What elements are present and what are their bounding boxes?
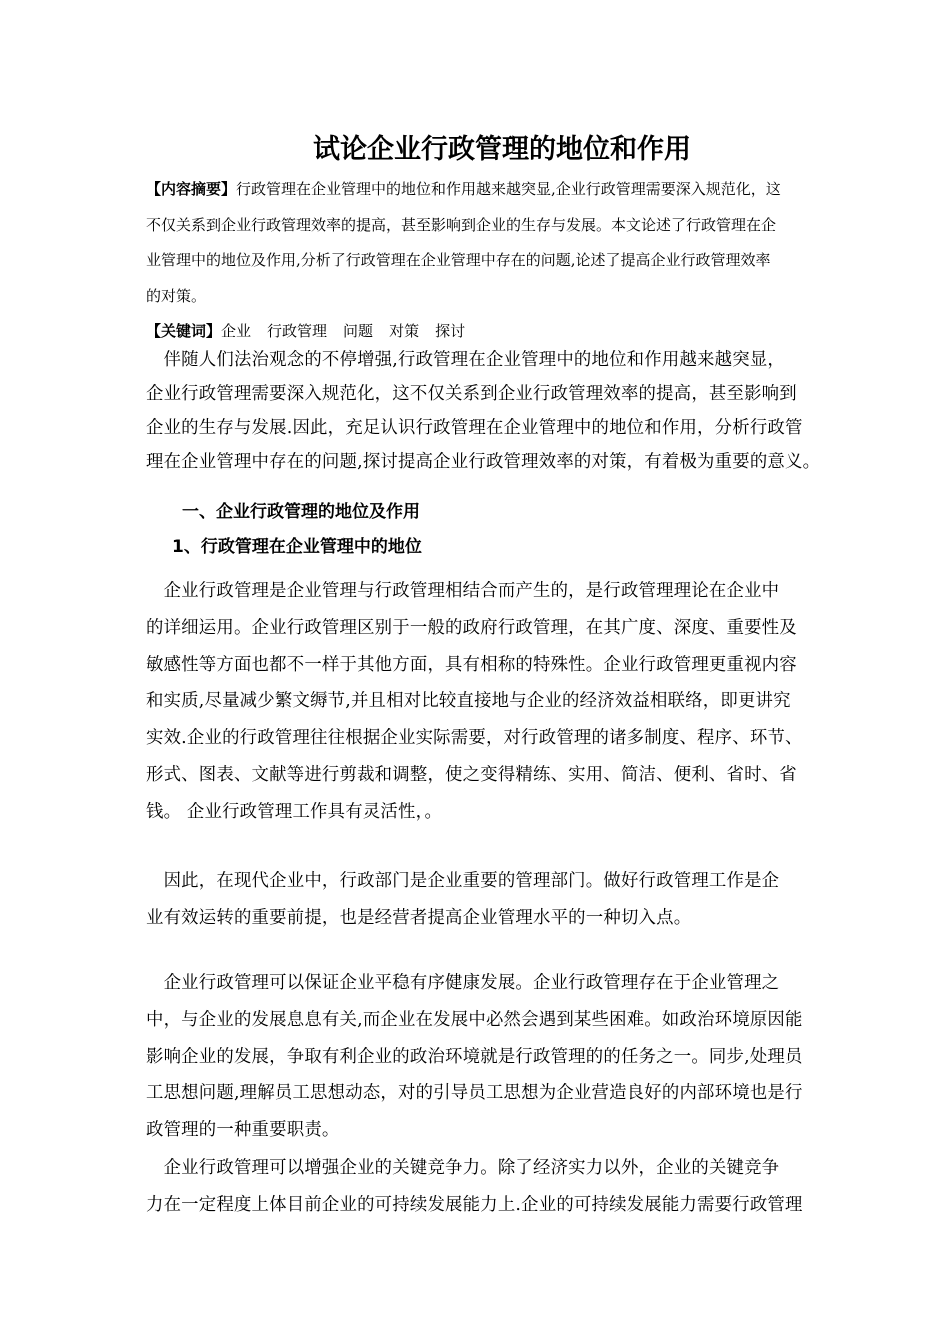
document-title: 试论企业行政管理的地位和作用 (313, 134, 691, 165)
paragraph-line: 钱。 企业行政管理工作具有灵活性，。 (146, 801, 443, 822)
abstract-line-1: 【内容摘要】行政管理在企业管理中的地位和作用越来越突显,企业行政管理需要深入规范化，这 (146, 180, 781, 198)
keyword: 探讨 (435, 322, 466, 340)
paragraph-line: 中，与企业的发展息息有关,而企业在发展中必然会遇到某些困难。如政治环境原因能 (146, 1009, 803, 1030)
paragraph-line: 企业的生存与发展.因此，充足认识行政管理在企业管理中的地位和作用，分析行政管 (146, 418, 803, 438)
keyword: 对策 (389, 322, 420, 340)
abstract-line-4: 的对策。 (146, 286, 207, 305)
subsection-heading: 1、行政管理在企业管理中的地位 (172, 537, 422, 557)
keywords-label: 【关键词】 (146, 322, 222, 340)
paragraph-line: 力在一定程度上体目前企业的可持续发展能力上.企业的可持续发展能力需要行政管理 (146, 1194, 803, 1215)
paragraph-line: 业有效运转的重要前提，也是经营者提高企业管理水平的一种切入点。 (146, 907, 692, 928)
paragraph-line: 敏感性等方面也都不一样于其他方面，具有相称的特殊性。企业行政管理更重视内容 (146, 654, 797, 675)
paragraph-line: 因此，在现代企业中，行政部门是企业重要的管理部门。做好行政管理工作是企 (146, 871, 780, 891)
paragraph-line: 形式、图表、文献等进行剪裁和调整，使之变得精练、实用、简洁、便利、省时、省 (146, 764, 797, 785)
paragraph-line: 伴随人们法治观念的不停增强,行政管理在企业管理中的地位和作用越来越突显， (146, 350, 785, 370)
abstract-line-2: 不仅关系到企业行政管理效率的提高，甚至影响到企业的生存与发展。本文论述了行政管理在企 (146, 215, 777, 234)
paragraph-line: 理在企业管理中存在的问题,探讨提高企业行政管理效率的对策，有着极为重要的意义。 (146, 452, 821, 472)
paragraph-line: 企业行政管理需要深入规范化，这不仅关系到企业行政管理效率的提高，甚至影响到 (146, 384, 797, 404)
paragraph-line: 企业行政管理是企业管理与行政管理相结合而产生的，是行政管理理论在企业中 (146, 581, 780, 601)
paragraph-line: 企业行政管理可以保证企业平稳有序健康发展。企业行政管理存在于企业管理之 (146, 973, 780, 993)
status-paragraph (146, 573, 886, 831)
competitiveness-paragraph (146, 1150, 886, 1223)
keywords-line (146, 316, 481, 346)
paragraph-line: 企业行政管理可以增强企业的关键竞争力。除了经济实力以外，企业的关键竞争 (146, 1158, 780, 1178)
keyword: 问题 (343, 322, 374, 340)
abstract-label: 【内容摘要】 (146, 180, 237, 198)
intro-paragraph (146, 343, 886, 479)
abstract-block (146, 172, 866, 314)
section-heading: 一、企业行政管理的地位及作用 (182, 502, 420, 522)
paragraph-line: 和实质,尽量减少繁文缛节,并且相对比较直接地与企业的经济效益相联络，即更讲究 (146, 691, 791, 712)
stability-paragraph (146, 965, 886, 1149)
therefore-paragraph (146, 863, 886, 936)
paragraph-line: 工思想问题,理解员工思想动态，对的引导员工思想为企业营造良好的内部环境也是行 (146, 1083, 803, 1104)
keyword: 行政管理 (267, 322, 328, 340)
keyword: 企业 (221, 322, 252, 340)
paragraph-line: 影响企业的发展，争取有利企业的政治环境就是行政管理的的任务之一。同步,处理员 (146, 1046, 803, 1067)
paragraph-line: 政管理的一种重要职责。 (146, 1120, 340, 1141)
paragraph-line: 实效.企业的行政管理往往根据企业实际需要，对行政管理的诸多制度、程序、环节、 (146, 728, 803, 749)
abstract-line-3: 业管理中的地位及作用,分析了行政管理在企业管理中存在的问题,论述了提高企业行政管理效率 (146, 251, 771, 269)
paragraph-line: 的详细运用。企业行政管理区别于一般的政府行政管理，在其广度、深度、重要性及 (146, 617, 797, 638)
